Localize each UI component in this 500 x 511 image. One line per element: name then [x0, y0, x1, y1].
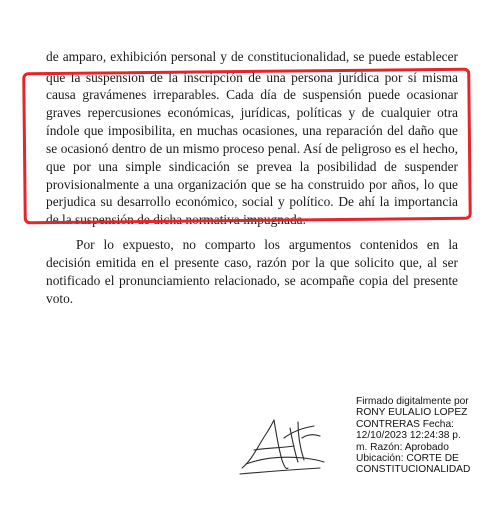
stamp-line-3: CONTRERAS Fecha: [356, 418, 454, 430]
paragraph-1-line-9: perjudica su desarrollo económico, social y político. De ahí la importancia [46, 194, 458, 209]
stamp-line-4: 12/10/2023 12:24:38 p. [356, 430, 461, 442]
paragraph-1-line-1: de amparo, exhibición personal y de constitucionalidad, se puede establecer [46, 49, 458, 64]
paragraph-1-line-3: causa gravámenes irreparables. Cada día de suspensión puede ocasionar [46, 87, 458, 102]
stamp-line-5: m. Razón: Aprobado [356, 441, 449, 453]
paragraph-1-line-2: que la suspensión de la inscripción de una persona jurídica por sí misma [46, 70, 458, 85]
handwritten-signature [232, 398, 332, 478]
paragraph-2-line-2: decisión emitida en el presente caso, razón por la que solicito que, al ser [46, 255, 458, 270]
stamp-line-7: CONSTITUCIONALIDAD [356, 464, 471, 476]
stamp-line-6: Ubicación: CORTE DE [356, 453, 459, 465]
paragraph-2-line-3: notificado el pronunciamiento relacionado, se acompañe copia del presente [46, 273, 458, 288]
red-highlight-box [22, 68, 472, 225]
stamp-line-2: RONY EULALIO LOPEZ [356, 407, 468, 419]
digital-signature-stamp [356, 396, 496, 476]
paragraph-1-line-10: de la suspensión de dicha normativa impugnada. [46, 212, 306, 227]
stamp-line-1: Firmado digitalmente por [356, 396, 469, 407]
paragraph-2-line-4: voto. [46, 291, 74, 306]
paragraph-1-line-4: graves repercusiones económicas, jurídicas, políticas y de cualquier otra [46, 105, 458, 120]
paragraph-1-line-8: provisionalmente a una organización que se ha construido por años, lo que [46, 177, 458, 192]
paragraph-1-line-5: índole que imposibilita, en muchas ocasiones, una reparación del daño que [46, 123, 458, 138]
paragraph-1-line-6: se ocasionó dentro de un mismo proceso penal. Así de peligroso es el hecho, [46, 141, 458, 156]
paragraph-2-line-1: Por lo expuesto, no comparto los argumentos contenidos en la [76, 237, 458, 252]
paragraph-1-line-7: que por una simple sindicación se prevea la posibilidad de suspender [46, 159, 458, 174]
